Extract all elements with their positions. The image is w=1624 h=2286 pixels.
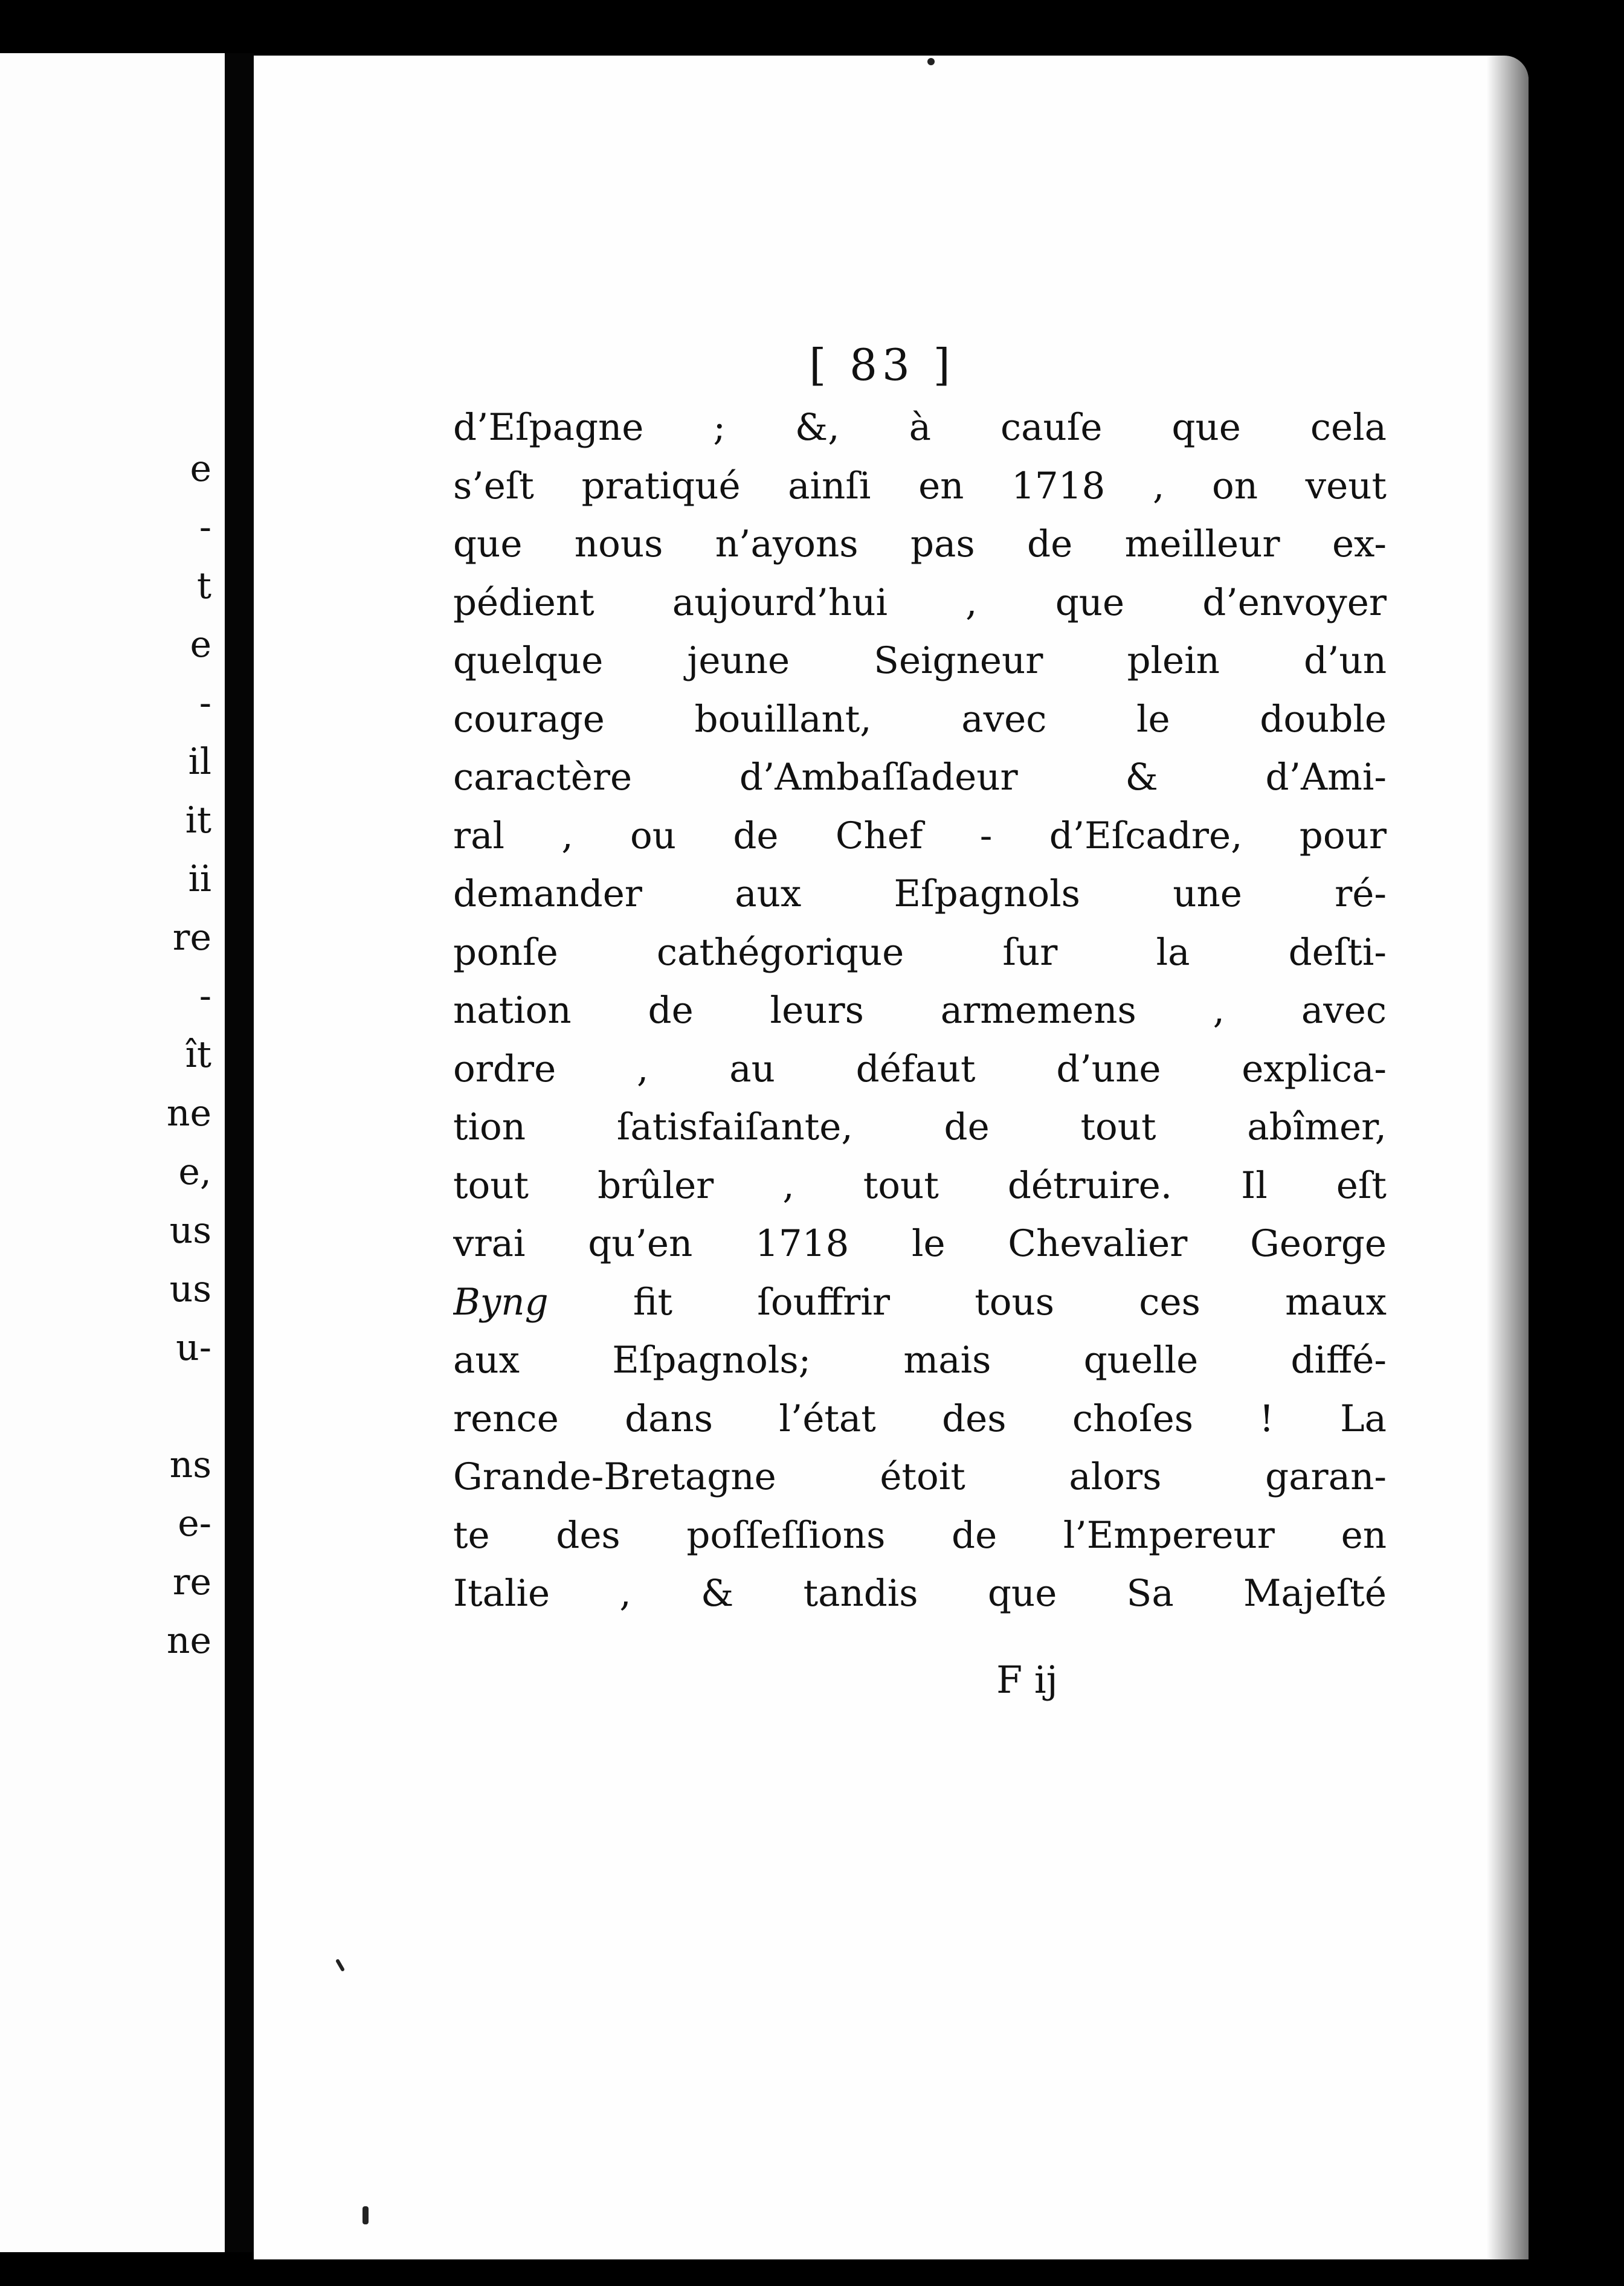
left-fragment: e (190, 623, 211, 666)
left-fragment: it (185, 799, 211, 842)
paper-speck (927, 58, 935, 65)
text-line: quelque jeune Seigneur plein d’un (453, 639, 1387, 682)
paper-speck (362, 2206, 369, 2224)
left-fragment: - (199, 506, 211, 549)
left-fragment: e, (178, 1151, 211, 1193)
text-line: courage bouillant, avec le double (453, 697, 1387, 741)
text-line: pédient aujourd’hui , que d’envoyer (453, 581, 1387, 624)
right-page (254, 56, 1529, 2259)
left-fragment: ne (166, 1620, 211, 1662)
left-fragment: il (188, 741, 211, 783)
signature-mark: F ij (996, 1658, 1058, 1702)
book-gutter (225, 53, 254, 2252)
text-line: nation de leurs armemens , avec (453, 989, 1387, 1032)
left-fragment: e (190, 448, 211, 490)
paper-speck (335, 1959, 345, 1972)
text-line: caractère d’Ambaſſadeur & d’Ami- (453, 756, 1387, 799)
left-fragment: t (196, 565, 211, 607)
left-fragment: - (199, 682, 211, 724)
left-fragment: re (172, 1561, 211, 1603)
left-fragment: us (169, 1268, 211, 1310)
text-line-with-italic (453, 1273, 1387, 1332)
text-line: d’Eſpagne ; &, à cauſe que cela (453, 406, 1387, 449)
text-line: rence dans l’état des choſes ! La (453, 1397, 1387, 1440)
text-line: demander aux Eſpagnols une ré- (453, 872, 1387, 915)
left-page-text-fragments (139, 440, 211, 1670)
text-line: que nous n’ayons pas de meilleur ex- (453, 523, 1387, 565)
left-fragment: re (172, 916, 211, 959)
left-fragment (139, 1377, 211, 1436)
left-fragment: ne (166, 1092, 211, 1135)
left-fragment: u- (176, 1327, 211, 1369)
page-edge-shadow (1486, 56, 1529, 2259)
left-fragment: ii (188, 858, 211, 900)
left-fragment: ns (169, 1444, 211, 1486)
text-line: vrai qu’en 1718 le Chevalier George (453, 1222, 1387, 1265)
left-facing-page (0, 53, 225, 2252)
left-fragment: - (199, 975, 211, 1017)
text-line-rest: fit ſouffrir tous ces maux (548, 1280, 1387, 1324)
text-line: Grande-Bretagne étoit alors garan- (453, 1455, 1387, 1498)
text-line: te des poſſeſſions de l’Empereur en (453, 1513, 1387, 1557)
left-fragment: ît (185, 1034, 211, 1076)
left-fragment: us (169, 1209, 211, 1252)
text-line: tion ſatisfaiſante, de tout abîmer, (453, 1106, 1387, 1148)
text-line: tout brûler , tout détruire. Il eſt (453, 1164, 1387, 1207)
italic-name: Byng (453, 1280, 549, 1324)
text-line: ponſe cathégorique ſur la deſti- (453, 930, 1387, 974)
text-line: ordre , au défaut d’une explica- (453, 1047, 1387, 1090)
text-line: s’eſt pratiqué ainſi en 1718 , on veut (453, 464, 1387, 507)
body-text (453, 399, 1387, 1623)
left-fragment: e- (178, 1502, 211, 1545)
text-line: ral , ou de Chef - d’Eſcadre, pour (453, 814, 1387, 857)
text-line: Italie , & tandis que Sa Majeſté (453, 1572, 1387, 1615)
page-number-header: [ 83 ] (809, 340, 955, 390)
text-line: aux Eſpagnols; mais quelle diffé- (453, 1339, 1387, 1382)
